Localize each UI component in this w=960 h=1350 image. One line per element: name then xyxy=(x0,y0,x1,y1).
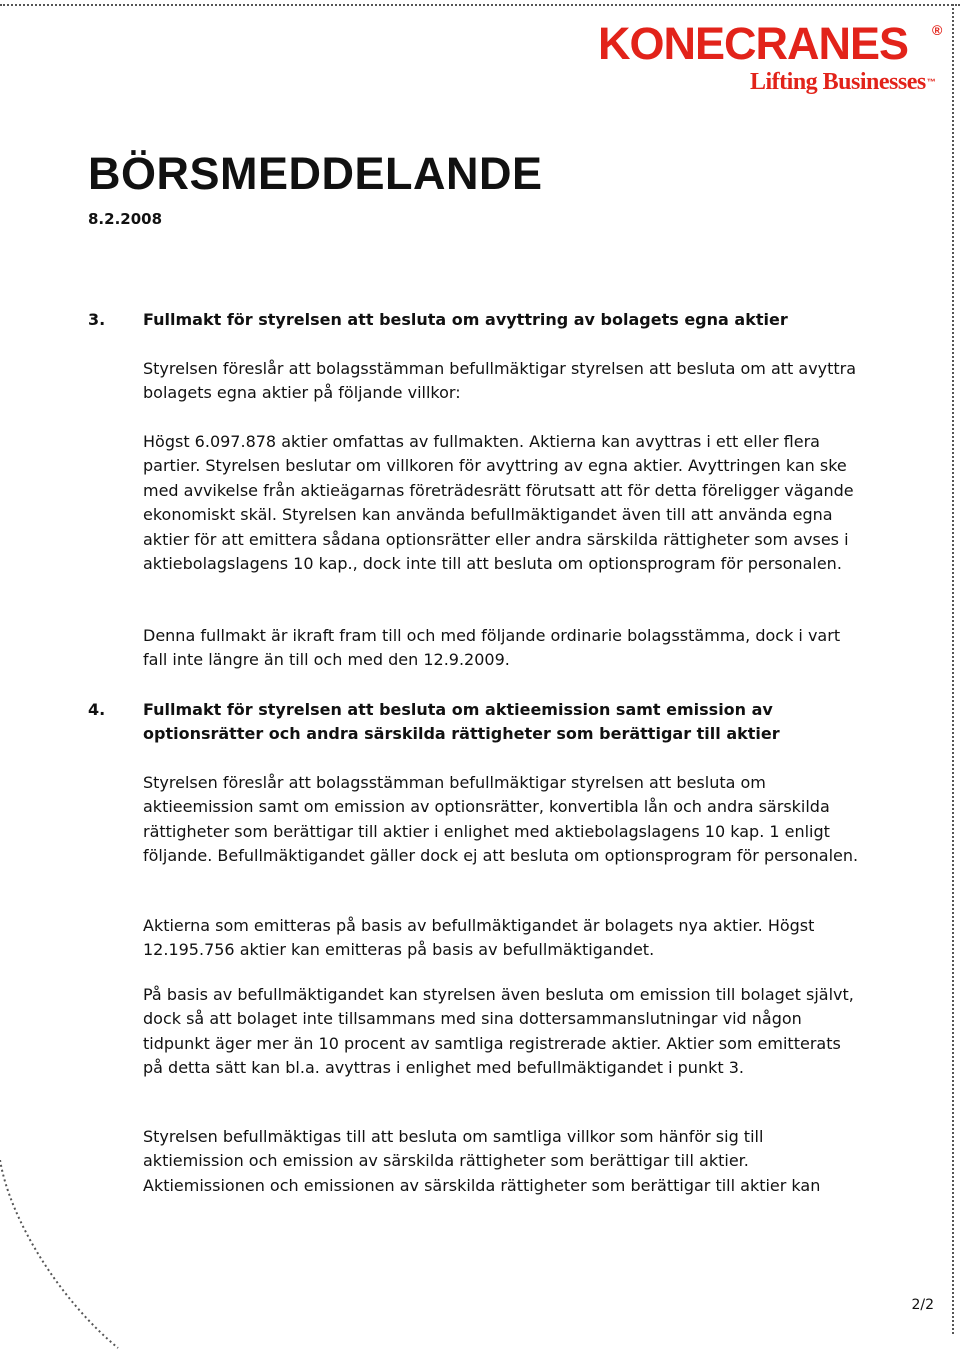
logo-tagline-text: Lifting Businesses xyxy=(750,69,926,95)
section-4-paragraph-2: Aktierna som emitteras på basis av befullmäktigandet är bolagets nya aktier. Högst 12.195.756 aktier kan emitteras på basis av befullmäktigandet. xyxy=(143,916,815,960)
page-edge-top xyxy=(0,4,960,6)
section-3-paragraph-3: Denna fullmakt är ikraft fram till och med följande ordinarie bolagsstämma, dock i vart fall inte längre än till och med den 12.9.2009. xyxy=(143,626,841,670)
logo-tagline xyxy=(750,68,935,96)
section-3-paragraph-1: Styrelsen föreslår att bolagsstämman befullmäktigar styrelsen att besluta om att avyttra bolagets egna aktier på följande villkor: xyxy=(143,359,857,403)
page-edge-right xyxy=(952,4,954,1334)
section-3-number: 3. xyxy=(88,310,106,329)
company-logo xyxy=(598,20,948,100)
logo-wordmark: KONECRANES xyxy=(598,18,909,69)
section-4-heading: Fullmakt för styrelsen att besluta om aktieemission samt emission av optionsrätter och andra särskilda rättigheter som berättigar till aktier xyxy=(143,700,780,743)
document-title: BÖRSMEDDELANDE xyxy=(88,148,543,199)
page-number: 2/2 xyxy=(911,1297,934,1313)
logo-registered-mark: ® xyxy=(932,22,943,38)
section-3-heading: Fullmakt för styrelsen att besluta om avyttring av bolagets egna aktier xyxy=(143,310,788,329)
section-4-paragraph-3: På basis av befullmäktigandet kan styrelsen även besluta om emission till bolaget självt, dock så att bolaget inte tillsammans med sina dottersammanslutningar vid någon tidpunkt äger mer än 10 procent av samtliga registrerade aktier. Aktier som emitterats på detta sätt kan bl.a. avyttras i enlighet med befullmäktigandet i punkt 3. xyxy=(143,985,854,1078)
section-4-paragraph-4: Styrelsen befullmäktigas till att besluta om samtliga villkor som hänför sig till aktiemission och emission av särskilda rättigheter som berättigar till aktier. Aktiemissionen och emissionen av särskilda rättigheter som berättigar till aktier kan xyxy=(143,1127,821,1195)
section-4-number: 4. xyxy=(88,700,106,719)
logo-trademark: ™ xyxy=(926,77,936,87)
page-edge-corner xyxy=(0,1160,120,1350)
section-3-paragraph-2: Högst 6.097.878 aktier omfattas av fullmakten. Aktierna kan avyttras i ett eller flera partier. Styrelsen beslutar om villkoren för avyttring av egna aktier. Avyttringen kan ske med avvikelse från aktieägarnas företrädesrätt förutsatt att för detta föreligger vägande ekonomiskt skäl. Styrelsen kan använda befullmäktigandet även till att använda egna aktier för att emittera sådana optionsrätter eller andra särskilda rättigheter som avses i aktiebolagslagens 10 kap., dock inte till att besluta om optionsprogram för personalen. xyxy=(143,432,854,574)
section-4-paragraph-1: Styrelsen föreslår att bolagsstämman befullmäktigar styrelsen att besluta om aktieemission samt om emission av optionsrätter, konvertibla lån och andra särskilda rättigheter som berättigar till aktier i enlighet med aktiebolagslagens 10 kap. 1 enligt följande. Befullmäktigandet gäller dock ej att besluta om optionsprogram för personalen. xyxy=(143,773,859,866)
document-date: 8.2.2008 xyxy=(88,210,163,228)
